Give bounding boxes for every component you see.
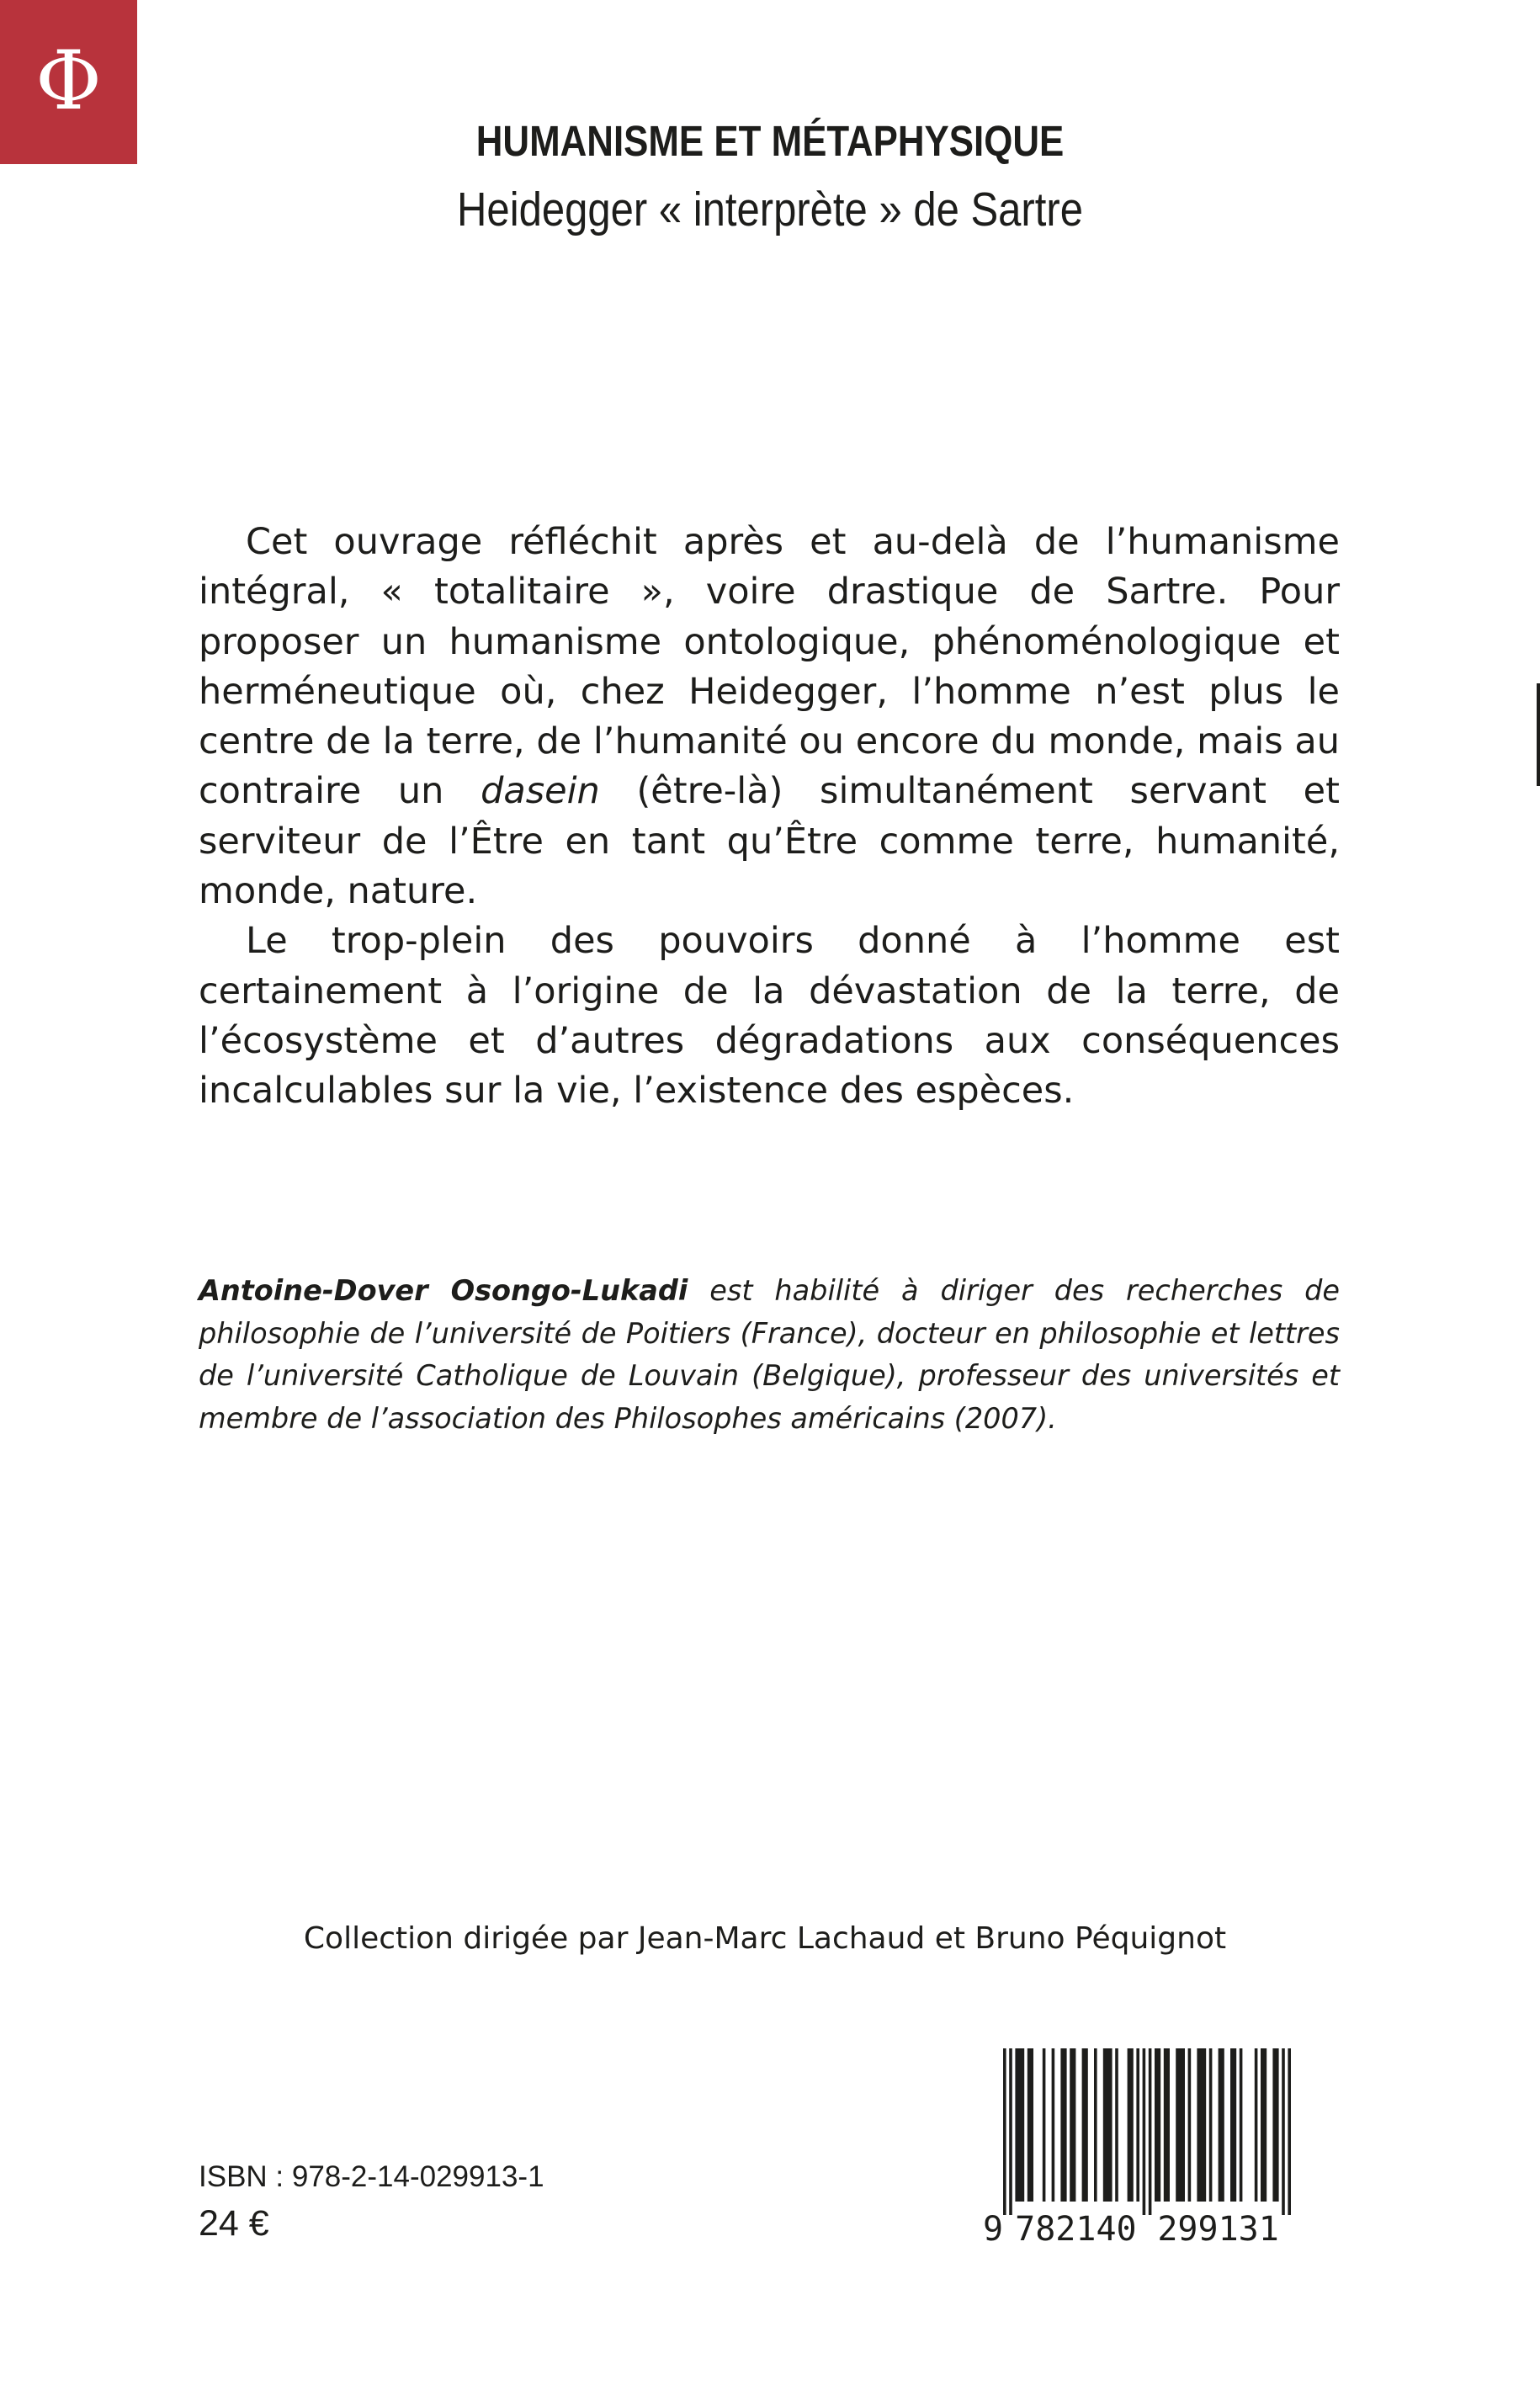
barcode-bar [1015,2048,1024,2202]
barcode-bar [1230,2048,1236,2202]
barcode-bar [1261,2048,1267,2202]
barcode-bar [1128,2048,1134,2202]
barcode-bar [1103,2048,1113,2202]
barcode-guard-bar [1143,2048,1146,2215]
price-label: 24 € [199,2203,269,2244]
phi-logo-icon: Φ [35,33,102,128]
collection-text: Collection dirigée par Jean-Marc Lachaud et Bruno Péquignot [303,1921,1227,1956]
barcode-right-digits: 299131 [1157,2210,1279,2244]
book-subtitle: Heidegger « interprète » de Sartre [457,183,1083,236]
barcode-bar [1094,2048,1097,2202]
barcode-bar [1188,2048,1192,2202]
barcode-guard-bar [1149,2048,1152,2215]
barcode-bar [1272,2048,1278,2202]
barcode-bar [1240,2048,1243,2202]
summary-paragraph-1 [199,518,1340,916]
barcode-bar [1070,2048,1075,2202]
barcode-bar [1052,2048,1055,2202]
summary-paragraph-2: Le trop-plein des pouvoirs donné à l’homme est certainement à l’origine de la dévastation de la terre, de l’écosystème et d’autres dégradations aux conséquences incalculables sur la vie, l’existence des espèces. [199,920,1340,1113]
book-summary [199,518,1340,1117]
barcode-guard-bar [1009,2048,1012,2215]
barcode-guard-bar [1003,2048,1006,2215]
barcode-bar [1060,2048,1066,2202]
barcode-bar [1176,2048,1185,2202]
barcode-bar [1136,2048,1139,2202]
book-title: HUMANISME ET MÉTAPHYSIQUE [475,117,1065,165]
barcode-guard-bar [1282,2048,1285,2215]
ean13-barcode [983,2048,1346,2244]
barcode-bar [1255,2048,1258,2202]
barcode-bar [1082,2048,1088,2202]
barcode-bar [1209,2048,1213,2202]
barcode-bar [1197,2048,1206,2202]
author-bio-text: est habilité à diriger des recherches de philosophie de l’université de Poitiers (France), docteur en philosophie et lettres de l’université Catholique de Louvain (Belgique), professeur des universités et membre de l’association des Philosophes américains (2007). [199,1274,1340,1435]
barcode-bar [1219,2048,1224,2202]
barcode-first-digit: 9 [983,2210,1004,2244]
summary-p1-text-end: (être-là) simultanément servant et serviteur de l’Être en tant qu’Être comme terre, humanité, monde, nature. [199,770,1340,913]
barcode-bar [1164,2048,1170,2202]
collection-credit [0,1921,1540,1956]
isbn-label: ISBN : 978-2-14-029913-1 [199,2160,544,2193]
author-name: Antoine-Dover Osongo-Lukadi [199,1274,688,1307]
trim-edge-mark [1537,683,1540,786]
summary-p1-text: Cet ouvrage réfléchit après et au-delà de l’humanisme intégral, « totalitaire », voire drastique de Sartre. Pour proposer un humanisme ontologique, phénoménologique et herméneutique où, chez Heidegger, l’homme n’est plus le centre de la terre, de l’humanité ou encore du monde, mais au contraire un [199,521,1340,813]
author-bio [199,1270,1340,1440]
barcode-bar [1028,2048,1033,2202]
summary-p1-emphasis: dasein [481,770,600,813]
barcode-guard-bar [1288,2048,1291,2215]
barcode-bar [1155,2048,1160,2202]
barcode-bar [1043,2048,1046,2202]
barcode-graphic [983,2048,1346,2244]
barcode-left-digits: 782140 [1015,2210,1137,2244]
barcode-bar [1115,2048,1118,2202]
